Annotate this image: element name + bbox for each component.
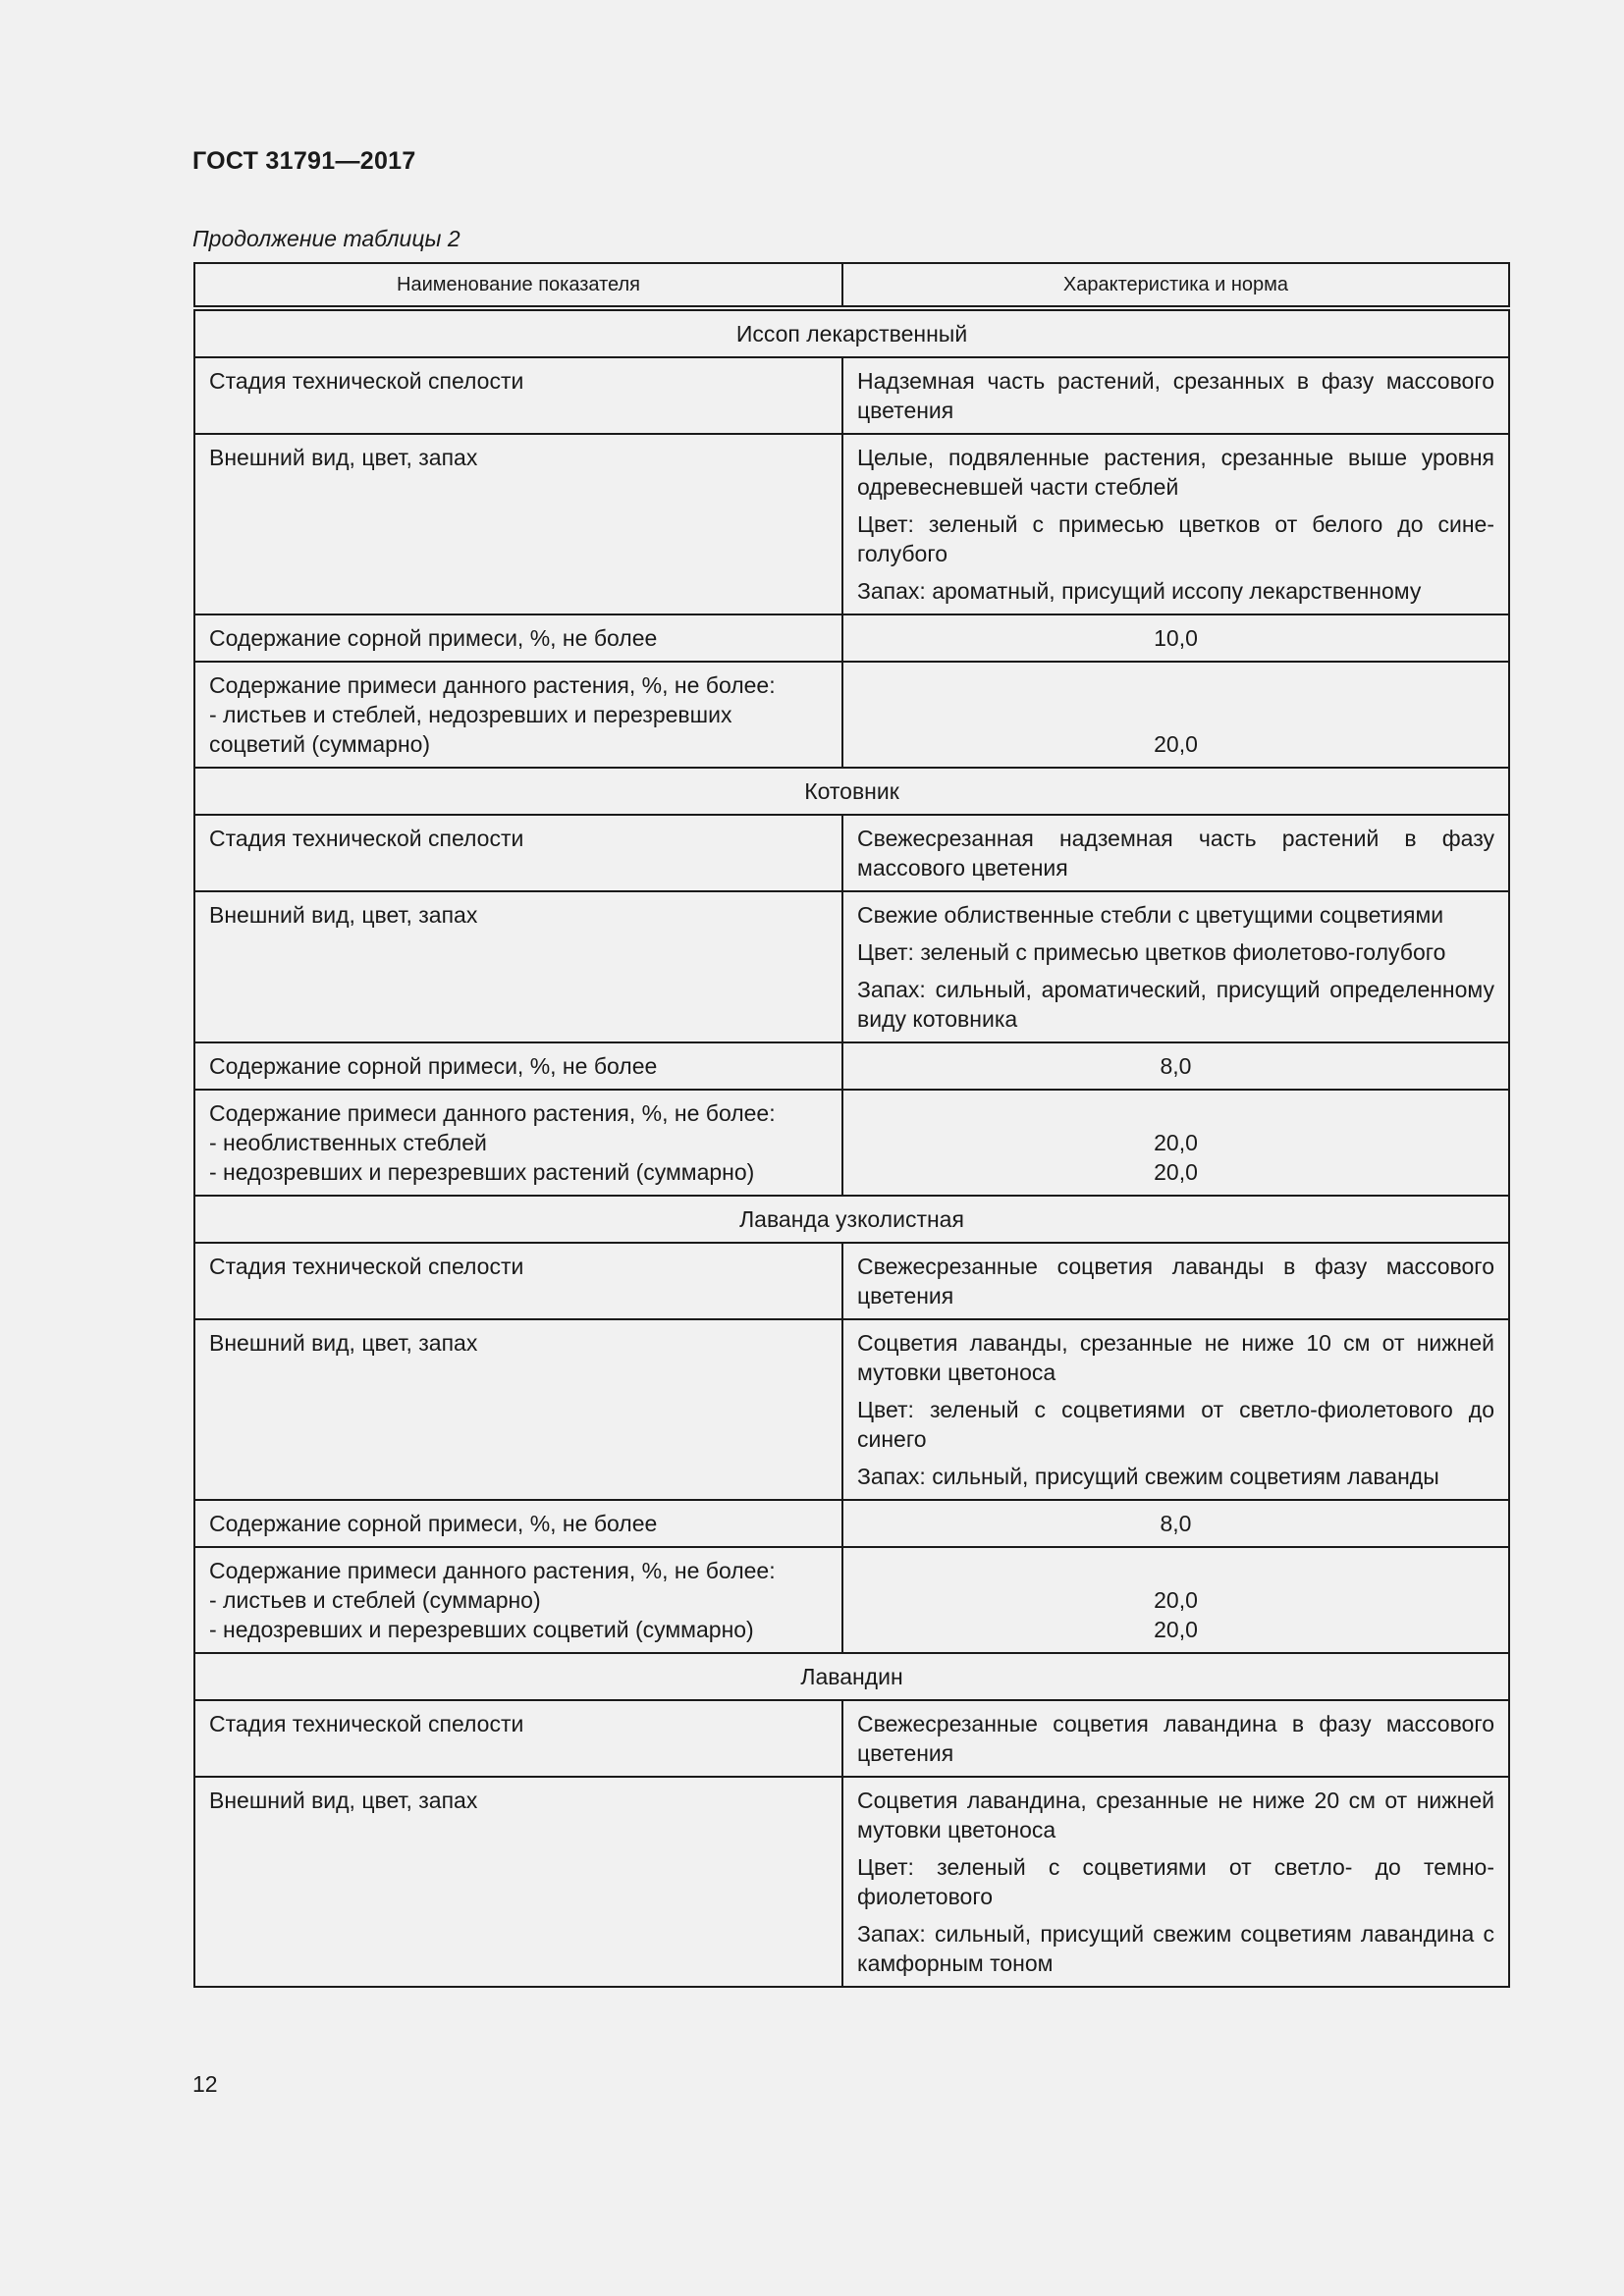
row-value: 8,0 — [842, 1500, 1509, 1547]
table-row — [194, 434, 1509, 614]
row-value: 10,0 — [842, 614, 1509, 662]
impurity-item: - недозревших и перезревших соцветий (суммарно) — [209, 1617, 754, 1642]
row-label: Стадия технической спелости — [194, 815, 842, 891]
impurity-heading: Содержание примеси данного растения, %, не более: — [209, 1100, 776, 1126]
column-header-indicator: Наименование показателя — [194, 263, 842, 308]
table-row — [194, 662, 1509, 768]
row-value — [842, 1319, 1509, 1500]
table-header-row — [194, 263, 1509, 308]
section-row — [194, 768, 1509, 815]
impurity-item: - листьев и стеблей, недозревших и перезревших соцветий (суммарно) — [209, 702, 732, 757]
row-value — [842, 891, 1509, 1042]
color-text: Цвет: зеленый с соцветиями от светло-фиолетового до синего — [857, 1397, 1494, 1452]
table-row — [194, 1547, 1509, 1653]
impurity-value: 20,0 — [1154, 1587, 1198, 1613]
table-row — [194, 1700, 1509, 1777]
color-text: Цвет: зеленый с примесью цветков фиолетово-голубого — [857, 939, 1446, 965]
row-value — [842, 662, 1509, 768]
impurity-item: - необлиственных стеблей — [209, 1130, 487, 1155]
row-label: Стадия технической спелости — [194, 1243, 842, 1319]
section-row — [194, 1196, 1509, 1243]
impurity-value: 20,0 — [1154, 1617, 1198, 1642]
appearance-text: Соцветия лавандина, срезанные не ниже 20 см от нижней мутовки цветоноса — [857, 1788, 1494, 1842]
row-value: Свежесрезанные соцветия лавандина в фазу массового цветения — [842, 1700, 1509, 1777]
row-label: Содержание сорной примеси, %, не более — [194, 1500, 842, 1547]
row-label: Внешний вид, цвет, запах — [194, 1777, 842, 1987]
section-title: Иссоп лекарственный — [194, 308, 1509, 357]
row-label: Стадия технической спелости — [194, 1700, 842, 1777]
impurity-heading: Содержание примеси данного растения, %, не более: — [209, 672, 776, 698]
smell-text: Запах: ароматный, присущий иссопу лекарственному — [857, 578, 1422, 604]
row-label: Внешний вид, цвет, запах — [194, 1319, 842, 1500]
row-value — [842, 1547, 1509, 1653]
table-row — [194, 357, 1509, 434]
impurity-heading: Содержание примеси данного растения, %, не более: — [209, 1558, 776, 1583]
section-title: Котовник — [194, 768, 1509, 815]
table-row — [194, 815, 1509, 891]
smell-text: Запах: сильный, присущий свежим соцветиям лаванды — [857, 1464, 1439, 1489]
color-text: Цвет: зеленый с соцветиями от светло- до темно-фиолетового — [857, 1854, 1494, 1909]
table-row — [194, 891, 1509, 1042]
column-header-norm: Характеристика и норма — [842, 263, 1509, 308]
document-code: ГОСТ 31791—2017 — [192, 147, 416, 175]
section-title: Лавандин — [194, 1653, 1509, 1700]
row-label — [194, 1547, 842, 1653]
appearance-text: Целые, подвяленные растения, срезанные выше уровня одревесневшей части стеблей — [857, 445, 1494, 500]
row-value: Надземная часть растений, срезанных в фазу массового цветения — [842, 357, 1509, 434]
table-row — [194, 1319, 1509, 1500]
row-value: 8,0 — [842, 1042, 1509, 1090]
table-caption: Продолжение таблицы 2 — [192, 226, 460, 251]
section-title: Лаванда узколистная — [194, 1196, 1509, 1243]
row-value — [842, 434, 1509, 614]
appearance-text: Свежие облиственные стебли с цветущими соцветиями — [857, 902, 1444, 928]
smell-text: Запах: сильный, ароматический, присущий определенному виду котовника — [857, 977, 1494, 1032]
row-value — [842, 1090, 1509, 1196]
appearance-text: Соцветия лаванды, срезанные не ниже 10 см от нижней мутовки цветоноса — [857, 1330, 1494, 1385]
table-row — [194, 1090, 1509, 1196]
row-label — [194, 1090, 842, 1196]
row-label: Стадия технической спелости — [194, 357, 842, 434]
impurity-value: 20,0 — [1154, 1130, 1198, 1155]
table-row — [194, 1243, 1509, 1319]
row-label: Внешний вид, цвет, запах — [194, 434, 842, 614]
section-row — [194, 1653, 1509, 1700]
table-row — [194, 1042, 1509, 1090]
row-label: Содержание сорной примеси, %, не более — [194, 1042, 842, 1090]
impurity-value: 20,0 — [1154, 1159, 1198, 1185]
smell-text: Запах: сильный, присущий свежим соцветиям лавандина с камфорным тоном — [857, 1921, 1494, 1976]
table-row — [194, 1777, 1509, 1987]
impurity-item: - недозревших и перезревших растений (суммарно) — [209, 1159, 755, 1185]
row-label: Внешний вид, цвет, запах — [194, 891, 842, 1042]
row-label: Содержание сорной примеси, %, не более — [194, 614, 842, 662]
page-number: 12 — [192, 2071, 218, 2097]
row-value — [842, 1777, 1509, 1987]
impurity-value: 20,0 — [1154, 731, 1198, 757]
impurity-item: - листьев и стеблей (суммарно) — [209, 1587, 541, 1613]
characteristics-table — [193, 262, 1510, 1988]
row-label — [194, 662, 842, 768]
color-text: Цвет: зеленый с примесью цветков от белого до сине-голубого — [857, 511, 1494, 566]
row-value: Свежесрезанная надземная часть растений в фазу массового цветения — [842, 815, 1509, 891]
table-row — [194, 1500, 1509, 1547]
row-value: Свежесрезанные соцветия лаванды в фазу массового цветения — [842, 1243, 1509, 1319]
section-row — [194, 308, 1509, 357]
table-row — [194, 614, 1509, 662]
